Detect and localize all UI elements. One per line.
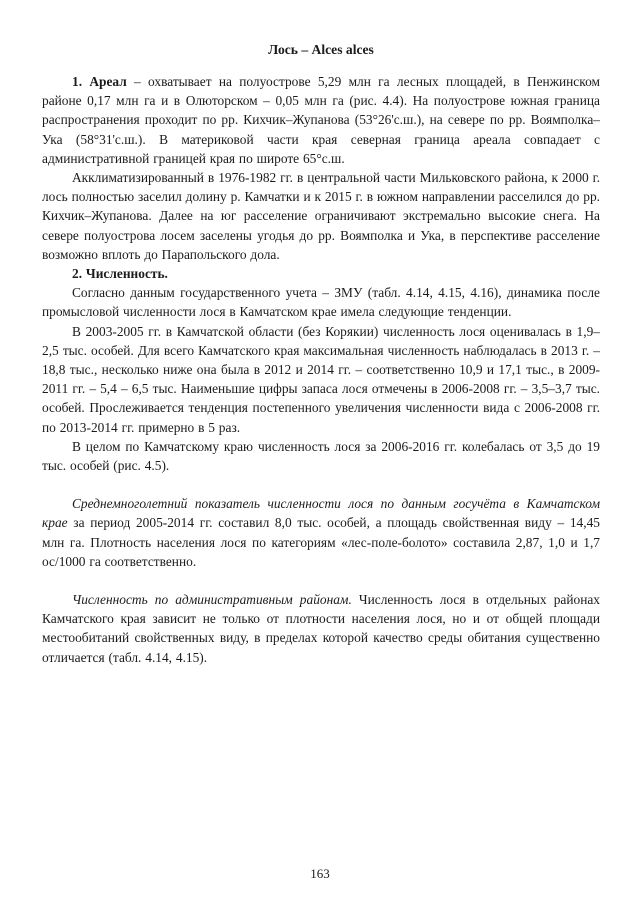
paragraph-districts-italic-lead: Численность по административным районам.: [72, 592, 352, 608]
paragraph-areal-text: – охватывает на полуострове 5,29 млн га лесных площадей, в Пенжинском районе 0,17 млн га и в Олюторском – 0,05 млн га (рис. 4.4). На полуострове южная граница распространения проходит по рр. Кихчик–Жупанова (53°26'с.ш.), на севере по рр. Воямполка–Ука (58°31'с.ш.). В материковой части края северная граница ареала совпадает с административной границей края по широте 65°с.ш.: [42, 74, 600, 166]
paragraph-average-indicator-text: за период 2005-2014 гг. составил 8,0 тыс. особей, а площадь свойственная виду – 14,45 млн га. Плотность населения лося по категориям «лес-поле-болото» составила 2,87, 1,0 и 1,7 ос/1000 га соответственно.: [42, 515, 600, 569]
paragraph-population-trends: В 2003-2005 гг. в Камчатской области (без Корякии) численность лося оценивалась в 1,9–2,5 тыс. особей. Для всего Камчатского края максимальная численность наблюдалась в 2013 г. – 18,8 тыс., несколько ниже она была в 2012 и 2014 гг. – соответственно 10,9 и 17,1 тыс., в 2009-2011 гг. – 5,4 – 6,5 тыс. Наименьшие цифры запаса лося отмечены в 2006-2008 гг. – 3,5–3,7 тыс. особей. Прослеживается тенденция постепенного увеличения численности вида с 2006-2008 гг. по 2013-2014 гг. примерно в 5 раз.: [42, 323, 600, 435]
paragraph-districts-text: Численность лося в отдельных районах Камчатского края зависит не только от плотности населения лося, но и от общей площади местообитаний свойственных виду, в пределах которой качество среды обитания существенно отличается (табл. 4.14, 4.15).: [42, 592, 600, 665]
section-heading-chislennost: [42, 264, 600, 283]
paragraph-acclimatization: Акклиматизированный в 1976-1982 гг. в центральной части Мильковского района, к 2000 г. лось полностью заселил долину р. Камчатки и к 2015 г. в южном направлении расселился до рр. Кихчик–Жупанова. Далее на юг расселение ограничивают экстремально высокие снега. На севере полуострова лосем заселены угодья до рр. Воямполка и Ука, в перспективе расселение возможно вплоть до Парапольского дола.: [42, 170, 600, 262]
paragraph-areal: [42, 72, 600, 168]
page-number: 163: [310, 866, 330, 881]
paragraph-average-indicator: [42, 494, 600, 571]
paragraph-areal-bold-lead: 1. Ареал: [72, 74, 127, 89]
paragraph-average-indicator-italic-lead: Среднемноголетний показатель численности лося по данным госучёта в Камчатском крае: [42, 496, 600, 531]
section-heading-text: 2. Численность.: [72, 266, 168, 282]
paragraph-census-data: Согласно данным государственного учета – ЗМУ (табл. 4.14, 4.15, 4.16), динамика после промысловой численности лося в Камчатском крае имела следующие тенденции.: [42, 285, 600, 320]
paragraph-districts: [42, 590, 600, 667]
paragraph-overall-numbers: В целом по Камчатскому краю численность лося за 2006-2016 гг. колебалась от 3,5 до 19 тыс. особей (рис. 4.5).: [42, 438, 600, 474]
page-title: Лось – Alces alces: [268, 42, 374, 57]
